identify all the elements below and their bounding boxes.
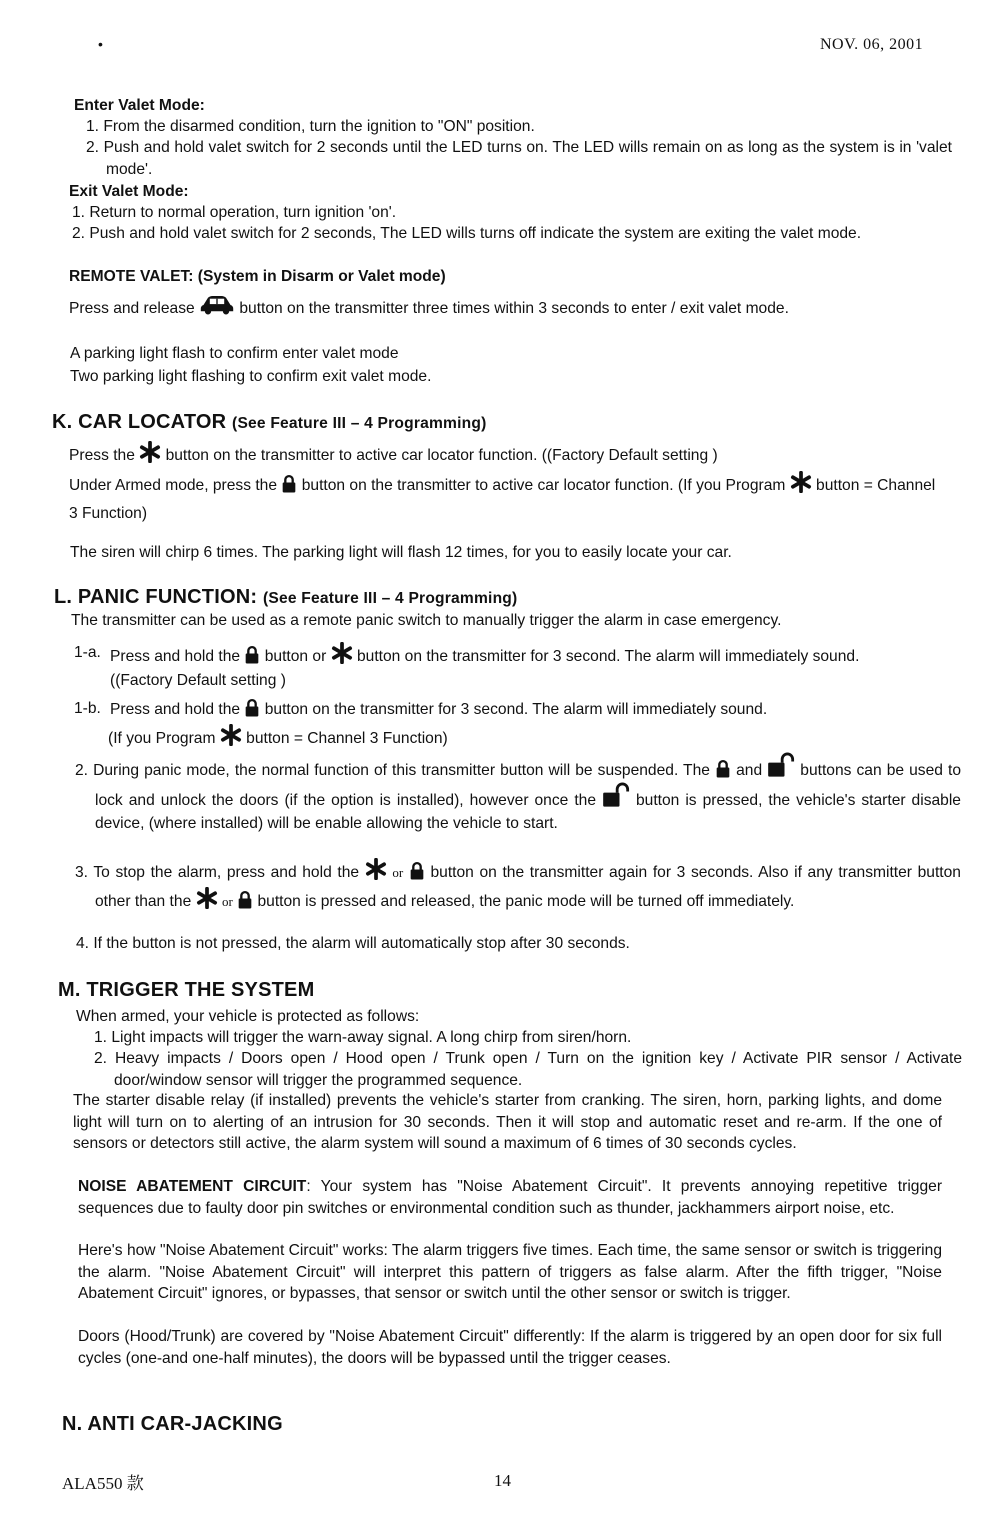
section-m-intro: When armed, your vehicle is protected as follows: bbox=[76, 1008, 420, 1025]
section-l-intro: The transmitter can be used as a remote panic switch to manually trigger the alarm in case emergency. bbox=[71, 612, 782, 629]
trigger-item-2: 2. Heavy impacts / Doors open / Hood open / Trunk open / Turn on the ignition key / Activate PIR sensor / Activate door/window sensor will trigger the programmed sequence. bbox=[94, 1050, 962, 1089]
l1a-text-b: button or bbox=[264, 648, 327, 665]
lock-icon bbox=[409, 861, 425, 880]
panic-item-2 bbox=[75, 752, 961, 835]
unlock-icon bbox=[602, 782, 630, 808]
noise-abatement-title: NOISE ABATEMENT CIRCUIT bbox=[78, 1178, 307, 1195]
footer-model: ALA550 款 bbox=[62, 1474, 144, 1493]
section-k-paragraph-1 bbox=[69, 441, 718, 467]
asterisk-icon bbox=[331, 642, 353, 664]
car-icon bbox=[199, 294, 235, 316]
remote-valet-title: REMOTE VALET: (System in Disarm or Valet mode) bbox=[69, 268, 446, 285]
enter-valet-title: Enter Valet Mode: bbox=[74, 97, 205, 114]
k-text-d: button on the transmitter to active car locator function. (If you Program bbox=[301, 477, 786, 494]
l1a-text-a: Press and hold the bbox=[110, 648, 241, 665]
l3-or-1: or bbox=[392, 865, 404, 880]
section-k-note: (See Feature III – 4 Programming) bbox=[232, 415, 487, 432]
document-date: NOV. 06, 2001 bbox=[820, 36, 924, 53]
k-text-e: button = Channel 3 Function) bbox=[69, 477, 936, 522]
section-m-title: M. TRIGGER THE SYSTEM bbox=[58, 979, 315, 1001]
panic-item-1b-line-1 bbox=[110, 698, 910, 721]
k-text-c: Under Armed mode, press the bbox=[69, 477, 278, 494]
l1a-text-c: button on the transmitter for 3 second. The alarm will immediately sound. ((Factory Default setting ) bbox=[110, 648, 860, 689]
asterisk-icon bbox=[220, 724, 242, 746]
l3-text-a: 3. To stop the alarm, press and hold the bbox=[75, 864, 360, 881]
enter-valet-step-1: 1. From the disarmed condition, turn the ignition to "ON" position. bbox=[86, 118, 535, 135]
panic-item-1b-line-2 bbox=[108, 724, 448, 750]
remote-valet-enter-confirm: A parking light flash to confirm enter valet mode bbox=[70, 345, 399, 362]
page-number: 14 bbox=[494, 1471, 511, 1490]
section-k-title: K. CAR LOCATOR bbox=[52, 411, 227, 433]
noise-abatement-paragraph-3: Doors (Hood/Trunk) are covered by "Noise Abatement Circuit" differently: If the alarm is triggered by an open door for six full cycles (one-and one-half minutes), the doors will be bypassed until the trigger ceases. bbox=[78, 1328, 942, 1367]
lock-icon bbox=[281, 474, 297, 493]
l2-and: and bbox=[736, 762, 763, 779]
panic-item-3 bbox=[75, 858, 961, 916]
remote-valet-text-b: button on the transmitter three times within 3 seconds to enter / exit valet mode. bbox=[239, 300, 789, 317]
exit-valet-step-1: 1. Return to normal operation, turn ignition 'on'. bbox=[72, 204, 397, 221]
asterisk-icon bbox=[139, 441, 161, 463]
section-l-heading bbox=[54, 587, 517, 610]
exit-valet-step-2: 2. Push and hold valet switch for 2 seconds, The LED wills turns off indicate the system are exiting the valet mode. bbox=[72, 225, 862, 242]
section-k-heading bbox=[52, 412, 487, 435]
section-l-title: L. PANIC FUNCTION: bbox=[54, 586, 258, 608]
panic-item-1b-label: 1-b. bbox=[74, 700, 101, 717]
panic-item-1a bbox=[110, 642, 870, 693]
asterisk-icon bbox=[196, 887, 218, 909]
l3-text-b: button on the transmitter again for 3 seconds. Also if any transmitter button other than the bbox=[95, 864, 961, 910]
bullet-mark: • bbox=[98, 36, 103, 52]
asterisk-icon bbox=[365, 858, 387, 880]
lock-icon bbox=[237, 890, 253, 909]
remote-valet-paragraph bbox=[69, 294, 917, 322]
remote-valet-exit-confirm: Two parking light flashing to confirm exit valet mode. bbox=[70, 368, 432, 385]
section-n-title: N. ANTI CAR-JACKING bbox=[62, 1413, 283, 1435]
section-k-paragraph-3: The siren will chirp 6 times. The parking light will flash 12 times, for you to easily locate your car. bbox=[70, 544, 732, 561]
l1b-text-d: button = Channel 3 Function) bbox=[246, 730, 448, 747]
lock-icon bbox=[244, 698, 260, 717]
exit-valet-title: Exit Valet Mode: bbox=[69, 183, 189, 200]
lock-icon bbox=[244, 645, 260, 664]
trigger-item-1: 1. Light impacts will trigger the warn-away signal. A long chirp from siren/horn. bbox=[94, 1029, 632, 1046]
l2-text-b: buttons can be used to lock and unlock the doors (if the option is installed), however once the bbox=[95, 762, 962, 809]
section-l-note: (See Feature III – 4 Programming) bbox=[262, 590, 518, 607]
k-text-b: button on the transmitter to active car locator function. ((Factory Default setting ) bbox=[165, 447, 718, 464]
l2-text-c: button is pressed, the vehicle's starter disable device, (where installed) will be enable allowing the vehicle to start. bbox=[95, 792, 961, 832]
panic-item-4: 4. If the button is not pressed, the alarm will automatically stop after 30 seconds. bbox=[76, 935, 630, 952]
l3-text-c: button is pressed and released, the panic mode will be turned off immediately. bbox=[257, 893, 795, 910]
lock-icon bbox=[715, 759, 731, 778]
l2-text-a: 2. During panic mode, the normal function of this transmitter button will be suspended. The bbox=[75, 762, 710, 779]
noise-abatement-paragraph-2: Here's how "Noise Abatement Circuit" works: The alarm triggers five times. Each time, the same sensor or switch is triggering the alarm. "Noise Abatement Circuit" will interpret this pattern of triggers as false alarm. After the fifth trigger, "Noise Abatement Circuit" ignores, or bypasses, that sensor or switch until the other sensor or switch is trigger. bbox=[78, 1242, 942, 1302]
l1b-text-c: (If you Program bbox=[108, 730, 216, 747]
panic-item-1a-label: 1-a. bbox=[74, 644, 101, 661]
asterisk-icon bbox=[790, 471, 812, 493]
starter-disable-paragraph: The starter disable relay (if installed) prevents the vehicle's starter from cranking. The siren, horn, parking lights, and dome light will turn on to alerting of an intrusion for 30 seconds. Then it will stop and automatic reset and re-arm. If the one of sensors or detectors still active, the alarm system will sound a maximum of 6 times of 30 seconds cycles. bbox=[73, 1092, 942, 1152]
unlock-icon bbox=[767, 752, 795, 778]
k-text-a: Press the bbox=[69, 447, 135, 464]
noise-abatement-text: : Your system has "Noise Abatement Circuit". It prevents annoying repetitive trigger sequences due to faulty door pin switches or environmental condition such as thunder, jackhammers airport noise, etc. bbox=[78, 1178, 943, 1217]
l3-or-2: or bbox=[221, 894, 233, 909]
l1b-text-a: Press and hold the bbox=[110, 701, 241, 718]
remote-valet-text-a: Press and release bbox=[69, 300, 195, 317]
section-k-paragraph-2 bbox=[69, 471, 941, 528]
l1b-text-b: button on the transmitter for 3 second. The alarm will immediately sound. bbox=[264, 701, 768, 718]
enter-valet-step-2: 2. Push and hold valet switch for 2 seconds until the LED turns on. The LED wills remain on as long as the system is in 'valet mode'. bbox=[86, 139, 952, 178]
noise-abatement-paragraph-1 bbox=[78, 1176, 942, 1219]
